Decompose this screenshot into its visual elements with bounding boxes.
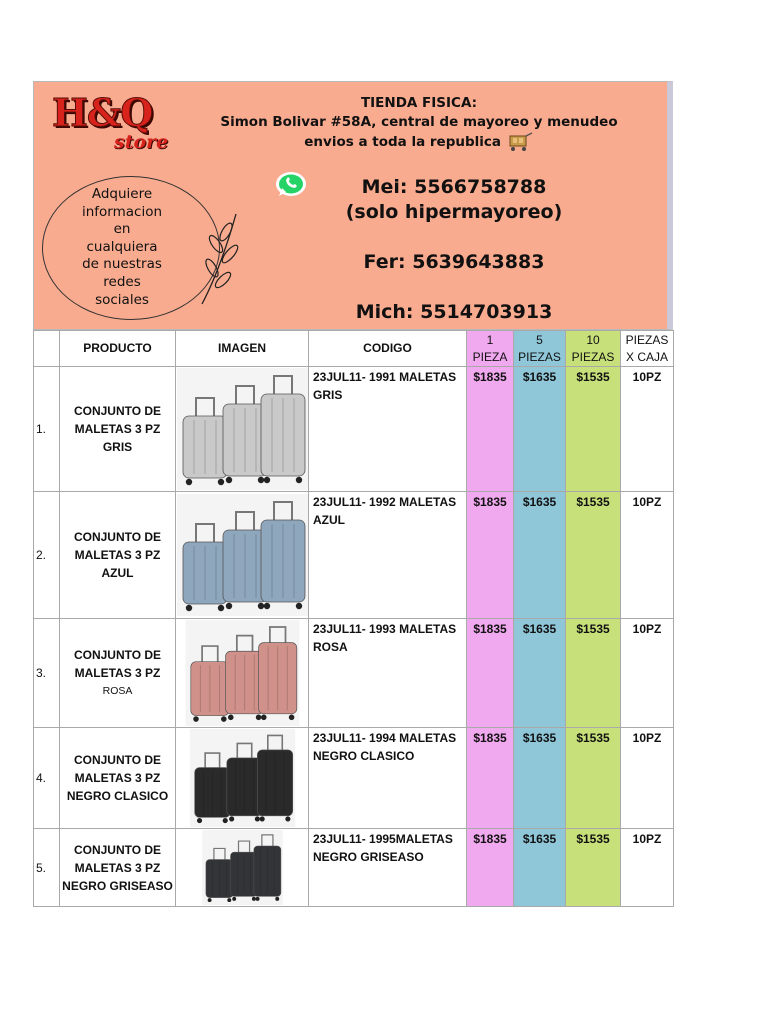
table-header-row — [34, 331, 674, 367]
pieces-per-box: 10PZ — [621, 829, 674, 907]
header-price-10-unit: PIEZAS — [571, 349, 615, 364]
header-price-1-qty: 1 — [486, 332, 494, 347]
table-row — [34, 619, 674, 728]
store-banner — [33, 81, 673, 330]
header-piezas-caja-line1: PIEZAS — [625, 332, 669, 347]
table-row — [34, 367, 674, 492]
price-5-pieces: $1635 — [514, 619, 566, 728]
header-price-1 — [467, 331, 514, 367]
product-code-line: 23JUL11- 1991 MALETAS — [313, 370, 457, 384]
logo-sub-text: store — [114, 131, 169, 153]
product-name — [60, 367, 176, 492]
product-image — [176, 619, 309, 728]
store-info — [184, 94, 654, 152]
store-shipping-line — [184, 132, 654, 152]
contact-mei-note: (solo hipermayoreo) — [345, 201, 563, 223]
product-code-line: NEGRO CLASICO — [313, 749, 415, 763]
product-code — [309, 492, 467, 619]
product-name-line: CONJUNTO DE — [73, 404, 162, 418]
header-price-10 — [566, 331, 621, 367]
header-price-5 — [514, 331, 566, 367]
social-note-line: informacion — [81, 203, 163, 220]
product-code — [309, 728, 467, 829]
header-number — [34, 331, 60, 367]
product-color: GRIS — [102, 440, 133, 454]
product-image — [176, 728, 309, 829]
social-note — [58, 186, 186, 309]
price-5-pieces: $1635 — [514, 492, 566, 619]
row-number: 5. — [34, 829, 60, 907]
luggage-set-image — [177, 620, 308, 726]
product-image — [176, 829, 309, 907]
price-10-pieces: $1535 — [566, 829, 621, 907]
contact-fer: Fer: 5639643883 — [363, 251, 545, 273]
social-note-line: en — [113, 221, 131, 238]
header-imagen: IMAGEN — [176, 331, 309, 367]
header-producto: PRODUCTO — [60, 331, 176, 367]
table-row — [34, 829, 674, 907]
product-image — [176, 367, 309, 492]
product-name-line: CONJUNTO DE — [73, 530, 162, 544]
price-10-pieces: $1535 — [566, 619, 621, 728]
social-note-line: cualquiera — [86, 238, 158, 255]
contact-mei: Mei: 5566758788 — [361, 176, 547, 198]
product-color: NEGRO CLASICO — [66, 789, 169, 803]
price-1-piece: $1835 — [467, 492, 514, 619]
olive-branch-icon — [196, 210, 244, 306]
social-note-line: de nuestras — [82, 256, 162, 273]
social-note-line: redes — [103, 273, 141, 290]
header-piezas-caja-line2: X CAJA — [625, 349, 668, 364]
product-code-line: GRIS — [313, 388, 343, 402]
store-logo — [52, 90, 182, 160]
luggage-set-image — [177, 368, 308, 490]
price-5-pieces: $1635 — [514, 829, 566, 907]
pieces-per-box: 10PZ — [621, 619, 674, 728]
pieces-per-box: 10PZ — [621, 367, 674, 492]
store-address: Simon Bolivar #58A, central de mayoreo y menudeo — [220, 114, 618, 130]
product-name-line: CONJUNTO DE — [73, 753, 162, 767]
product-code — [309, 367, 467, 492]
product-name — [60, 829, 176, 907]
row-number: 1. — [34, 367, 60, 492]
header-price-5-unit: PIEZAS — [518, 349, 561, 364]
whatsapp-icon — [274, 170, 308, 198]
product-code-line: 23JUL11- 1992 MALETAS — [313, 495, 457, 509]
product-code-line: 23JUL11- 1994 MALETAS — [313, 731, 457, 745]
row-number: 4. — [34, 728, 60, 829]
product-name-line: CONJUNTO DE — [73, 648, 162, 662]
product-code-line: NEGRO GRISEASO — [313, 850, 424, 864]
price-1-piece: $1835 — [467, 619, 514, 728]
product-name-line: MALETAS 3 PZ — [74, 771, 161, 785]
product-code-line: AZUL — [313, 513, 345, 527]
row-number: 2. — [34, 492, 60, 619]
social-note-line: sociales — [95, 291, 149, 308]
social-note-line: Adquiere — [91, 186, 153, 202]
luggage-set-image — [177, 729, 308, 827]
price-1-piece: $1835 — [467, 728, 514, 829]
price-5-pieces: $1635 — [514, 367, 566, 492]
product-name-line: MALETAS 3 PZ — [74, 860, 161, 875]
product-name-line: CONJUNTO DE — [73, 842, 162, 857]
shopping-cart-icon — [506, 132, 534, 152]
header-piezas-caja — [621, 331, 674, 367]
header-price-10-qty: 10 — [586, 332, 600, 347]
store-shipping: envios a toda la republica — [304, 134, 502, 150]
product-color: AZUL — [101, 566, 134, 580]
product-code-line: 23JUL11- 1995MALETAS — [313, 832, 453, 846]
price-1-piece: $1835 — [467, 367, 514, 492]
luggage-set-image — [177, 493, 308, 617]
pieces-per-box: 10PZ — [621, 492, 674, 619]
header-price-5-qty: 5 — [536, 332, 543, 347]
product-code-line: 23JUL11- 1993 MALETAS — [313, 622, 457, 636]
header-codigo: CODIGO — [309, 331, 467, 367]
table-row — [34, 728, 674, 829]
store-title: TIENDA FISICA: — [360, 95, 478, 111]
price-5-pieces: $1635 — [514, 728, 566, 829]
contact-mich: Mich: 5514703913 — [355, 301, 553, 323]
product-image — [176, 492, 309, 619]
pieces-per-box: 10PZ — [621, 728, 674, 829]
product-color: ROSA — [102, 685, 133, 697]
product-name — [60, 619, 176, 728]
price-10-pieces: $1535 — [566, 492, 621, 619]
logo-main-text: H&Q — [52, 90, 153, 135]
product-name — [60, 728, 176, 829]
product-code — [309, 829, 467, 907]
product-name-line: MALETAS 3 PZ — [74, 666, 161, 680]
table-row — [34, 492, 674, 619]
header-price-1-unit: PIEZA — [472, 349, 508, 364]
product-name-line: MALETAS 3 PZ — [74, 422, 161, 436]
price-1-piece: $1835 — [467, 829, 514, 907]
luggage-set-image — [177, 830, 308, 905]
price-10-pieces: $1535 — [566, 367, 621, 492]
product-color: NEGRO GRISEASO — [62, 878, 173, 893]
product-name-line: MALETAS 3 PZ — [74, 548, 161, 562]
price-table — [33, 330, 674, 907]
product-code-line: ROSA — [313, 640, 348, 654]
product-name — [60, 492, 176, 619]
row-number: 3. — [34, 619, 60, 728]
product-code — [309, 619, 467, 728]
price-10-pieces: $1535 — [566, 728, 621, 829]
